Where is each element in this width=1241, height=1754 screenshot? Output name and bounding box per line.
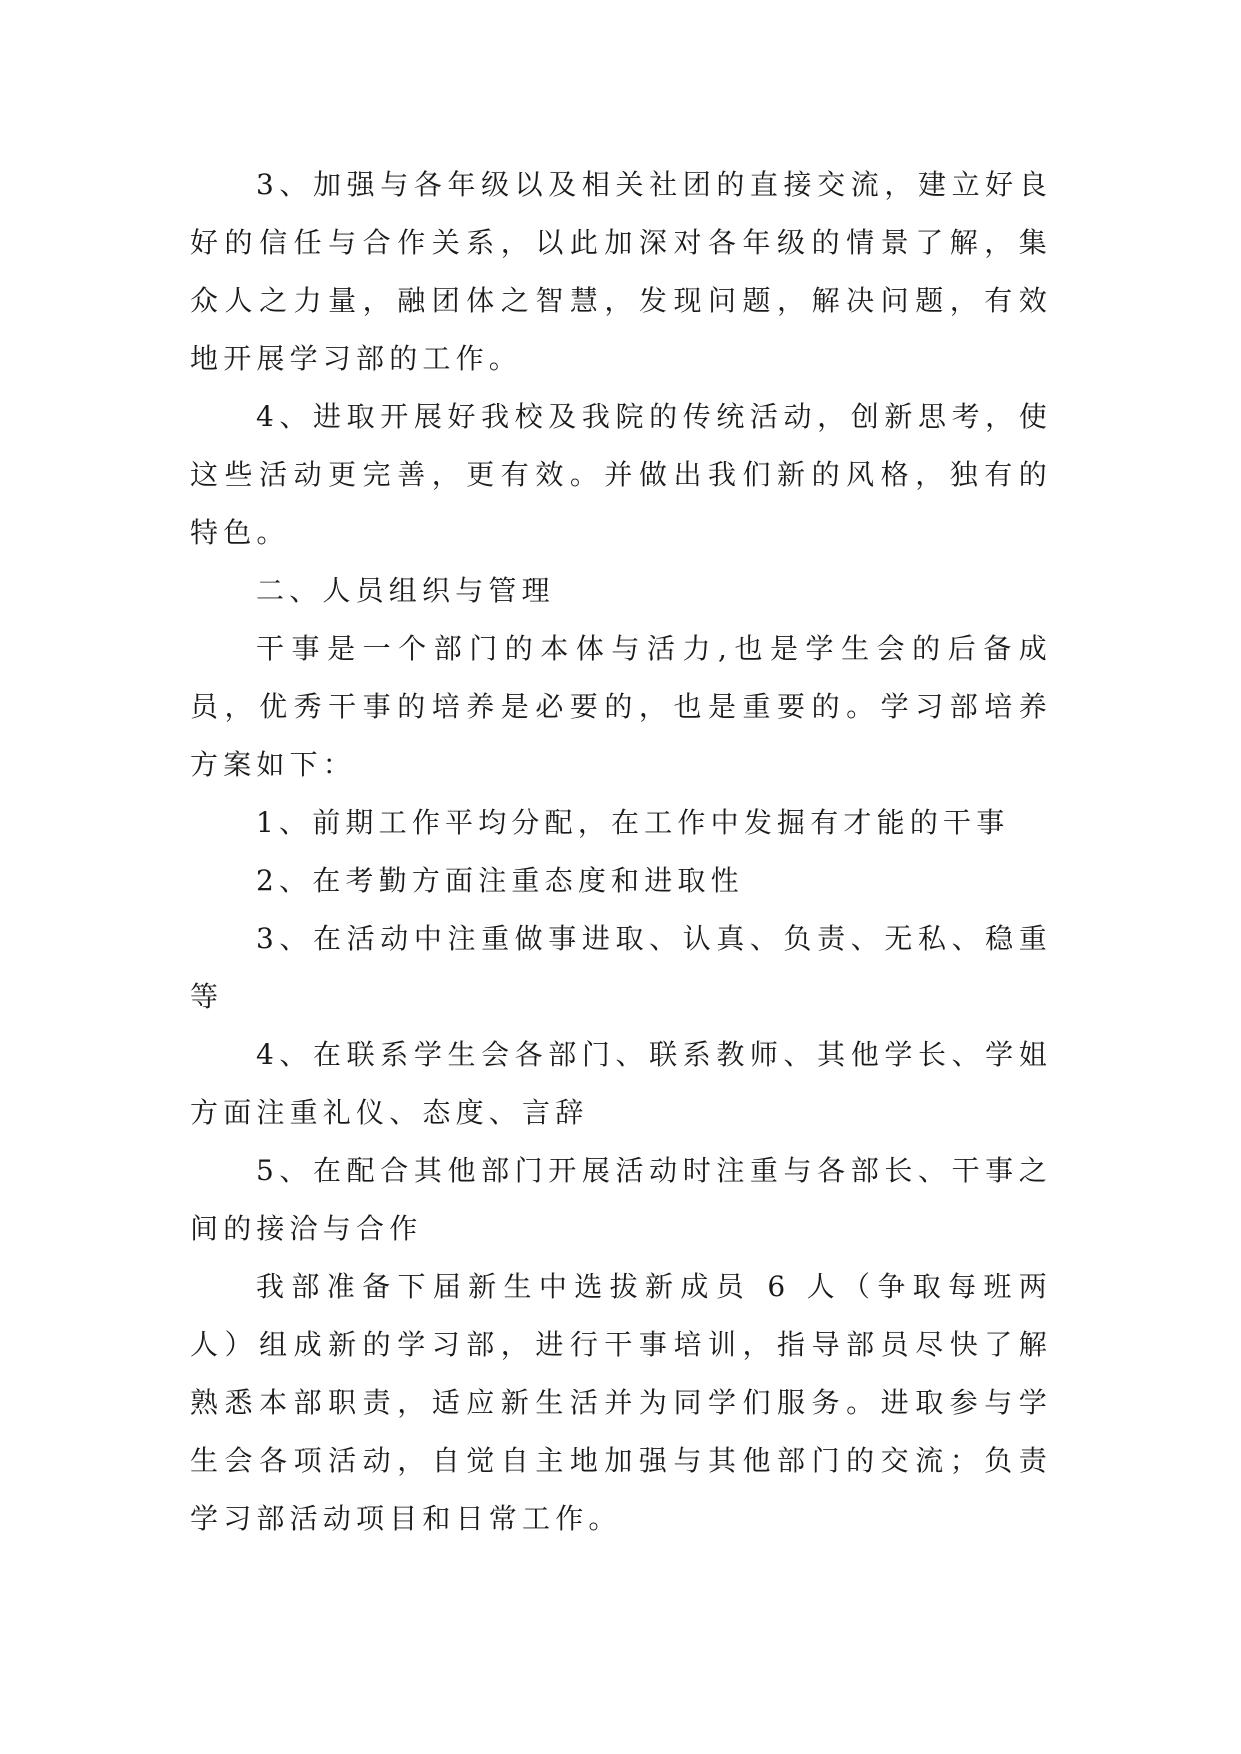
- paragraph-recruitment-plan: 我部准备下届新生中选拔新成员 6 人（争取每班两人）组成新的学习部，进行干事培训，指导部员尽快了解熟悉本部职责，适应新生活并为同学们服务。进取参与学生会各项活动，自觉自主地加强与其他部门的交流；负责学习部活动项目和日常工作。: [190, 1270, 1052, 1535]
- document-body: [190, 156, 1052, 1548]
- paragraph-item-3-exchange: 3、加强与各年级以及相关社团的直接交流，建立好良好的信任与合作关系，以此加深对各年级的情景了解，集众人之力量，融团体之智慧，发现问题，解决问题，有效地开展学习部的工作。: [190, 168, 1052, 375]
- paragraph-staff-intro: 干事是一个部门的本体与活力,也是学生会的后备成员，优秀干事的培养是必要的，也是重要的。学习部培养方案如下：: [190, 632, 1052, 781]
- list-item-4: 4、在联系学生会各部门、联系教师、其他学长、学姐方面注重礼仪、态度、言辞: [190, 1038, 1052, 1129]
- section-heading-personnel: 二、人员组织与管理: [256, 574, 555, 607]
- list-item-5: 5、在配合其他部门开展活动时注重与各部长、干事之间的接洽与合作: [190, 1154, 1052, 1245]
- list-item-1: 1、前期工作平均分配，在工作中发掘有才能的干事: [256, 806, 1010, 839]
- list-item-3: 3、在活动中注重做事进取、认真、负责、无私、稳重等: [190, 922, 1052, 1013]
- list-item-2: 2、在考勤方面注重态度和进取性: [256, 864, 744, 897]
- paragraph-item-4-traditional-activities: 4、进取开展好我校及我院的传统活动，创新思考，使这些活动更完善，更有效。并做出我们新的风格，独有的特色。: [190, 400, 1052, 549]
